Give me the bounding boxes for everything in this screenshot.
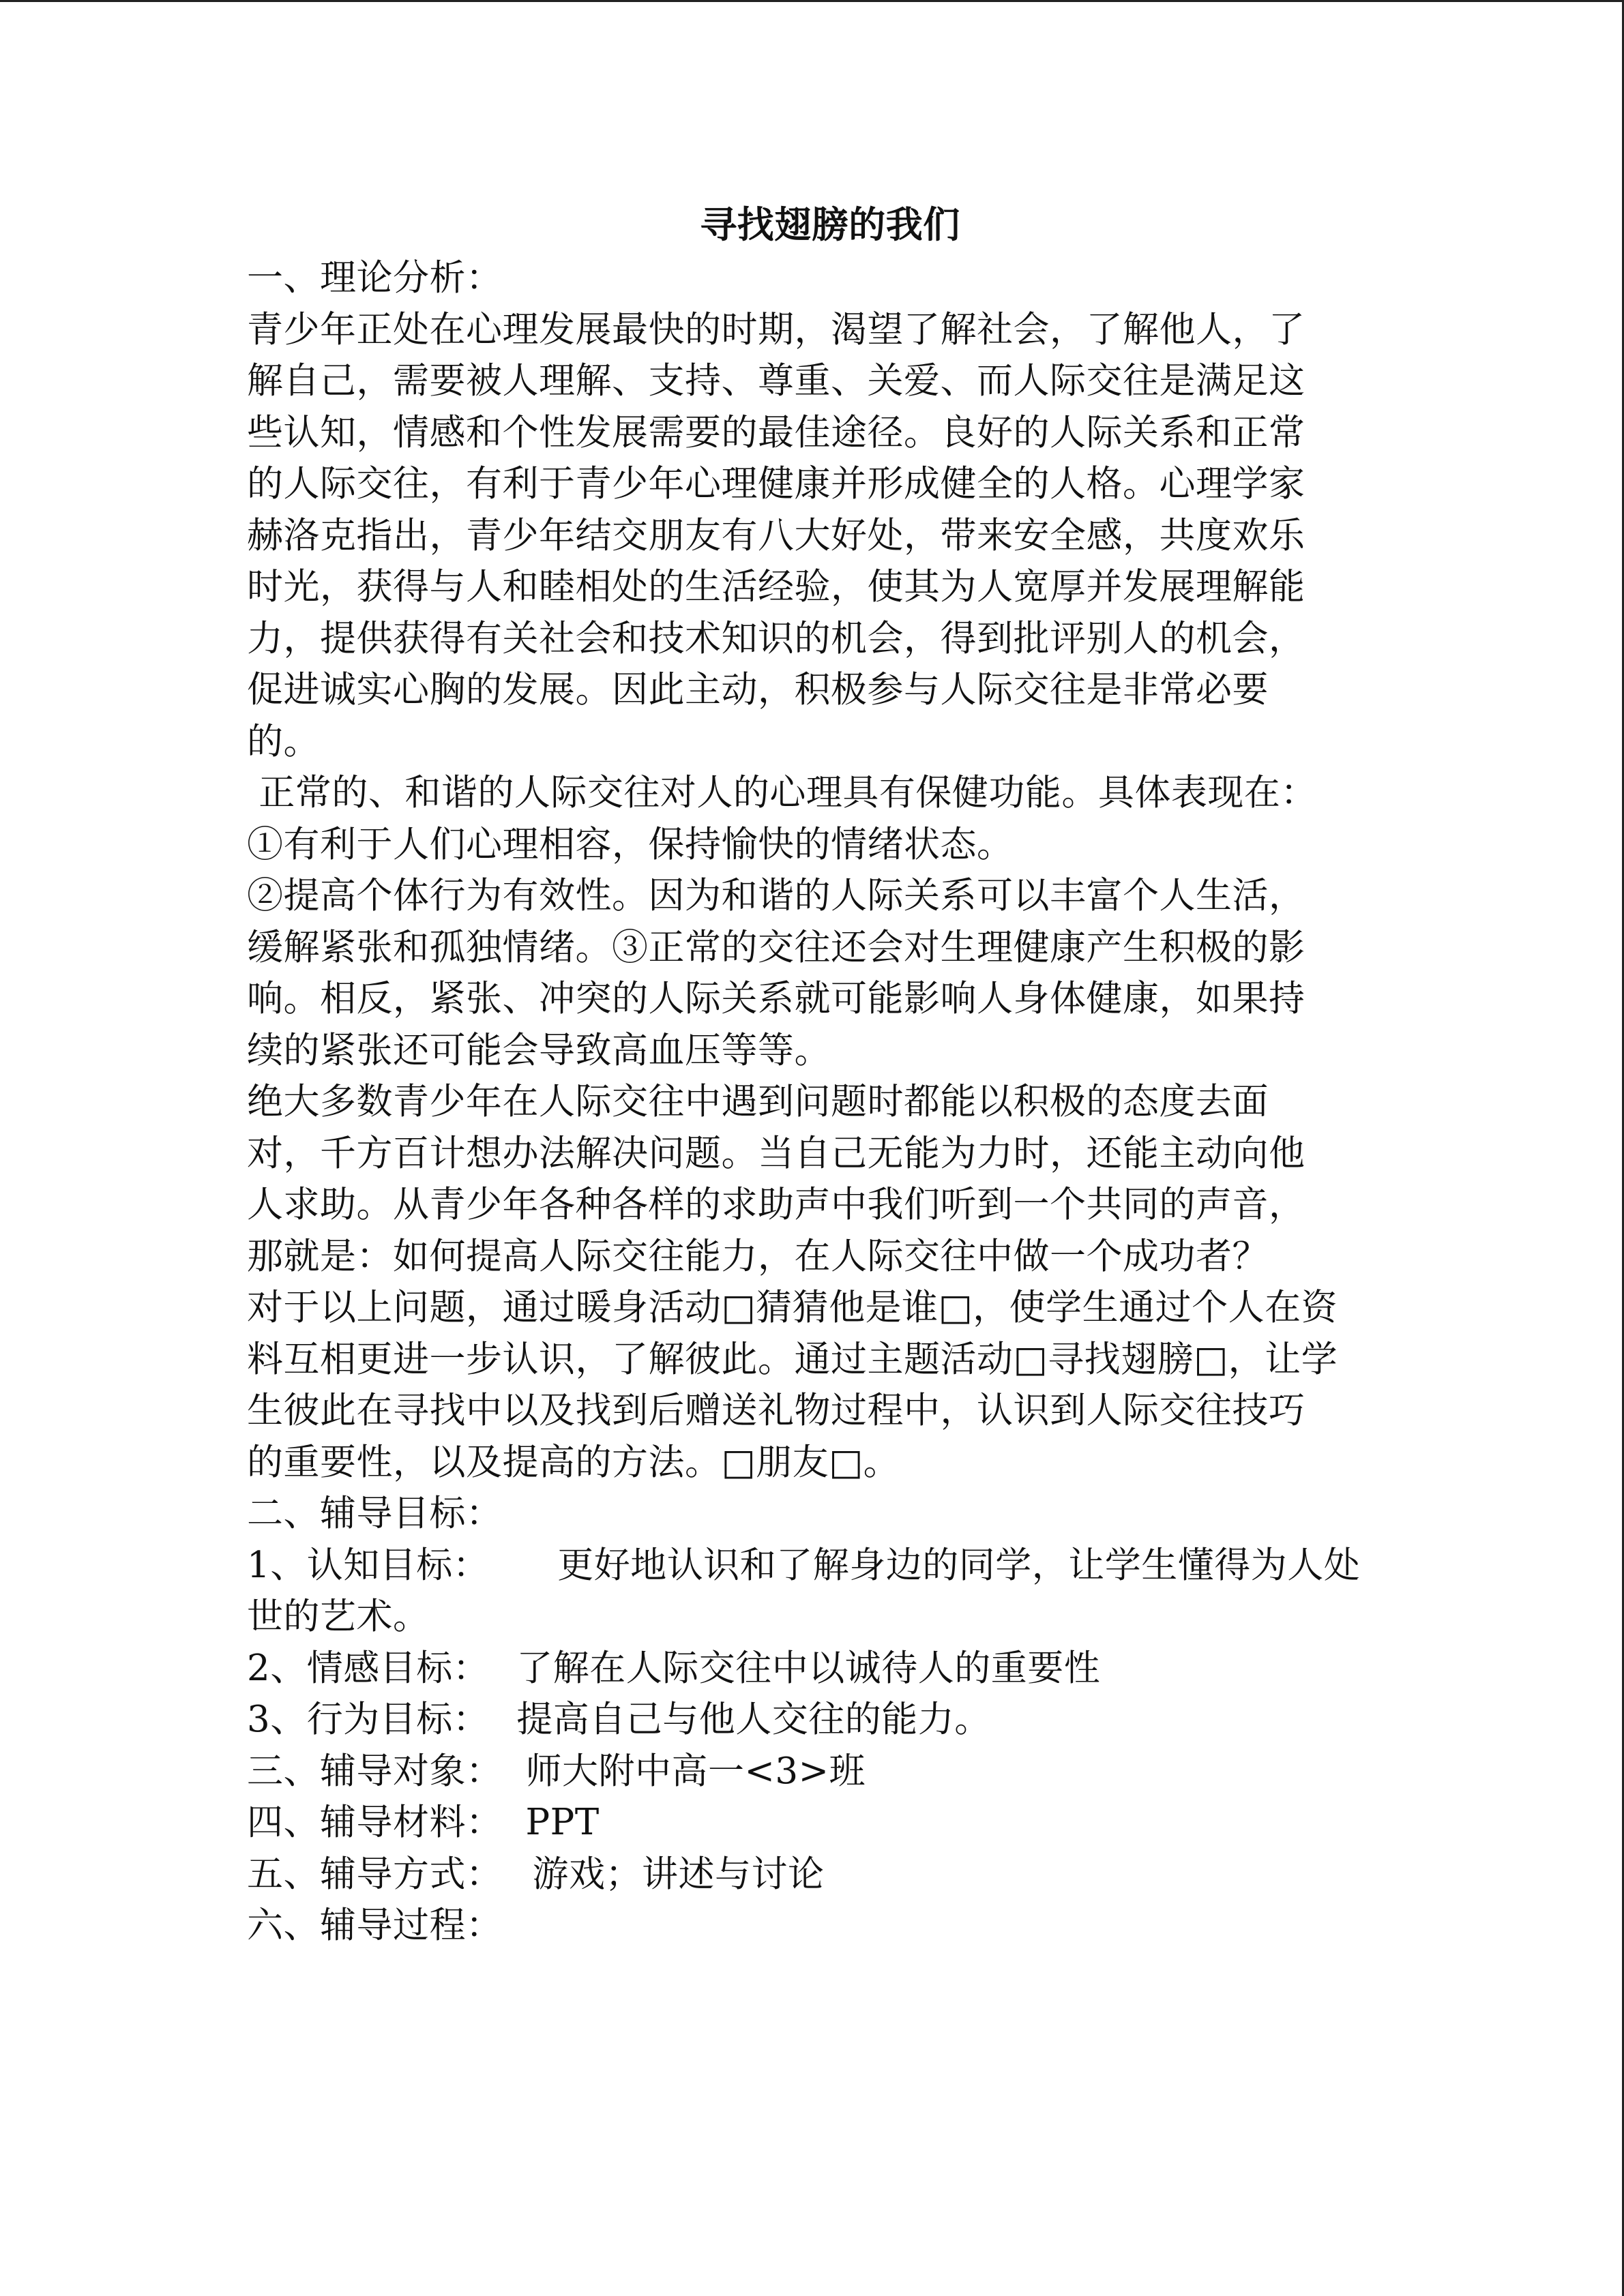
guidance-material-text: PPT xyxy=(525,1802,600,1843)
text-line: 对，千方百计想办法解决问题。当自己无能为力时，还能主动向他 xyxy=(247,1132,1305,1174)
theory-paragraph-2 xyxy=(247,767,1393,1076)
text-line: 生彼此在寻找中以及找到后赠送礼物过程中，认识到人际交往技巧 xyxy=(247,1390,1305,1431)
text-line: 对于以上问题，通过暖身活动□猜猜他是谁□，使学生通过个人在资 xyxy=(247,1287,1338,1328)
guidance-material-label: 四、辅导材料： xyxy=(247,1802,503,1843)
guidance-target-label: 三、辅导对象： xyxy=(247,1750,503,1792)
text-line: 的人际交往，有利于青少年心理健康并形成健全的人格。心理学家 xyxy=(247,463,1305,505)
text-line: 正常的、和谐的人际交往对人的心理具有保健功能。具体表现在： xyxy=(247,772,1317,814)
text-line: 缓解紧张和孤独情绪。③正常的交往还会对生理健康产生积极的影 xyxy=(247,926,1305,968)
guidance-method-label: 五、辅导方式： xyxy=(247,1853,503,1895)
text-line: ①有利于人们心理相容，保持愉快的情绪状态。 xyxy=(247,823,1014,865)
goal-cognitive-label: 1、认知目标： xyxy=(247,1544,490,1586)
text-line: ②提高个体行为有效性。因为和谐的人际关系可以丰富个人生活， xyxy=(247,875,1305,916)
goals-heading: 二、辅导目标： xyxy=(247,1493,503,1534)
text-line: 力，提供获得有关社会和技术知识的机会，得到批评别人的机会， xyxy=(247,617,1305,659)
page-top-border xyxy=(0,0,1624,2)
theory-paragraph-4 xyxy=(247,1282,1393,1488)
text-line: 些认知，情感和个性发展需要的最佳途径。良好的人际关系和正常 xyxy=(247,411,1305,453)
text-line: 促进诚实心胸的发展。因此主动，积极参与人际交往是非常必要 xyxy=(247,669,1269,711)
text-line: 的。 xyxy=(247,720,320,762)
text-line: 绝大多数青少年在人际交往中遇到问题时都能以积极的态度去面 xyxy=(247,1081,1269,1122)
text-line: 响。相反，紧张、冲突的人际关系就可能影响人身体健康，如果持 xyxy=(247,978,1305,1019)
text-line: 解自己，需要被人理解、支持、尊重、关爱、而人际交往是满足这 xyxy=(247,360,1305,402)
goal-cognitive-continued: 世的艺术。 xyxy=(247,1596,430,1637)
goal-cognitive-text: 更好地认识和了解身边的同学，让学生懂得为人处 xyxy=(557,1544,1361,1586)
text-line: 赫洛克指出，青少年结交朋友有八大好处，带来安全感，共度欢乐 xyxy=(247,514,1305,556)
guidance-target xyxy=(247,1746,1393,1798)
guidance-method xyxy=(247,1849,1393,1900)
text-line: 时光，获得与人和睦相处的生活经验，使其为人宽厚并发展理解能 xyxy=(247,566,1305,608)
goal-behavioral-text: 提高自己与他人交往的能力。 xyxy=(516,1699,991,1740)
goal-emotional-text: 了解在人际交往中以诚待人的重要性 xyxy=(516,1647,1101,1689)
text-line: 青少年正处在心理发展最快的时期，渴望了解社会，了解他人，了 xyxy=(247,308,1305,351)
guidance-target-text: 师大附中高一<3>班 xyxy=(525,1750,866,1792)
text-line: 那就是：如何提高人际交往能力，在人际交往中做一个成功者？ xyxy=(247,1235,1269,1277)
text-line: 人求助。从青少年各种各样的求助声中我们听到一个共同的声音， xyxy=(247,1184,1305,1225)
theory-heading: 一、理论分析： xyxy=(247,257,503,299)
goal-emotional xyxy=(247,1643,1393,1695)
goal-cognitive xyxy=(247,1540,1393,1592)
goal-emotional-label: 2、情感目标： xyxy=(247,1647,490,1689)
document-body xyxy=(247,198,1393,1952)
text-line: 料互相更进一步认识，了解彼此。通过主题活动□寻找翅膀□，让学 xyxy=(247,1338,1338,1380)
theory-paragraph-3 xyxy=(247,1076,1393,1282)
text-line: 的重要性，以及提高的方法。□朋友□。 xyxy=(247,1441,900,1483)
theory-paragraph-1 xyxy=(247,304,1393,768)
document-title: 寻找翅膀的我们 xyxy=(700,203,960,246)
text-line: 续的紧张还可能会导致高血压等等。 xyxy=(247,1029,831,1071)
guidance-method-text: 游戏；讲述与讨论 xyxy=(532,1853,825,1895)
goal-behavioral-label: 3、行为目标： xyxy=(247,1699,490,1740)
guidance-material xyxy=(247,1797,1393,1849)
goal-behavioral xyxy=(247,1694,1393,1746)
process-heading: 六、辅导过程： xyxy=(247,1905,503,1946)
